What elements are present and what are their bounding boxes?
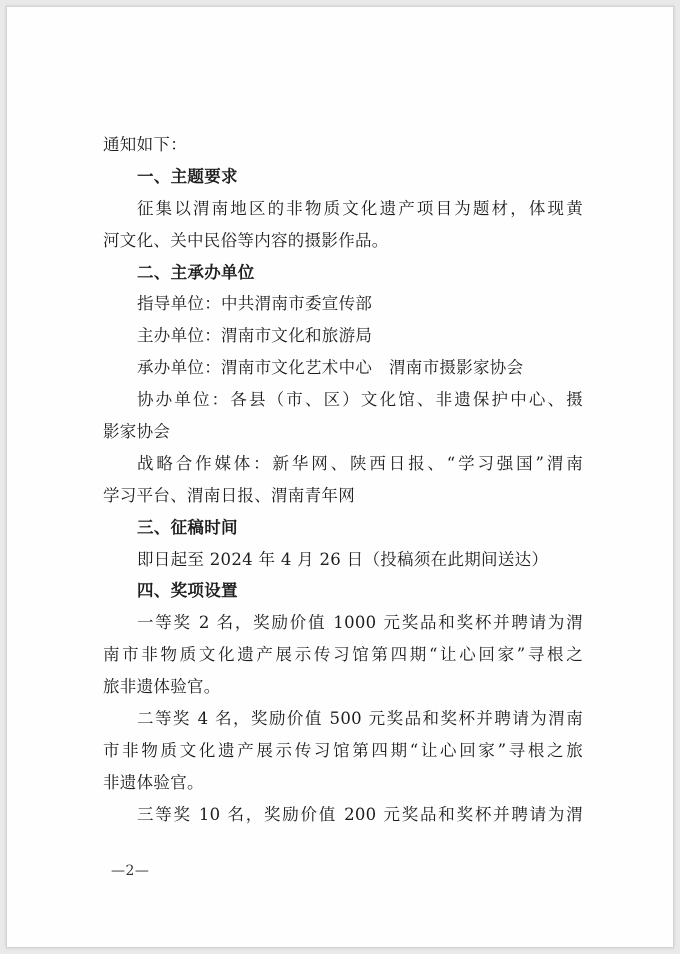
text-line: 一等奖 2 名，奖励价值 1000 元奖品和奖杯并聘请为渭 <box>137 613 583 633</box>
text-line: 市非物质文化遗产展示传习馆第四期“让心回家”寻根之旅 <box>103 740 583 760</box>
text-line: 南市非物质文化遗产展示传习馆第四期“让心回家”寻根之 <box>103 645 583 665</box>
document-body <box>103 129 583 831</box>
text-line: 通知如下： <box>103 135 187 154</box>
text-line: 即日起至 2024 年 4 月 26 日（投稿须在此期间送达） <box>137 549 549 569</box>
text-line: 三等奖 10 名，奖励价值 200 元奖品和奖杯并聘请为渭 <box>137 804 583 824</box>
document-page <box>6 6 674 948</box>
section-heading: 一、主题要求 <box>137 166 238 186</box>
section-heading: 二、主承办单位 <box>137 262 255 282</box>
text-line: 主办单位：渭南市文化和旅游局 <box>137 326 373 346</box>
text-line: 学习平台、渭南日报、渭南青年网 <box>103 485 355 505</box>
page-number: —2— <box>111 863 150 879</box>
text-line: 协办单位：各县（市、区）文化馆、非遗保护中心、摄 <box>137 390 583 410</box>
text-line: 二等奖 4 名，奖励价值 500 元奖品和奖杯并聘请为渭南 <box>137 709 583 729</box>
section-heading: 三、征稿时间 <box>137 517 238 537</box>
text-line: 战略合作媒体：新华网、陕西日报、“学习强国”渭南 <box>137 453 583 473</box>
text-line: 河文化、关中民俗等内容的摄影作品。 <box>103 230 389 250</box>
text-line: 承办单位：渭南市文化艺术中心 渭南市摄影家协会 <box>137 358 524 378</box>
section-heading: 四、奖项设置 <box>137 581 238 601</box>
text-line: 影家协会 <box>103 422 171 442</box>
text-line: 旅非遗体验官。 <box>103 677 221 697</box>
text-line: 指导单位：中共渭南市委宣传部 <box>137 294 373 314</box>
text-line: 非遗体验官。 <box>103 772 204 792</box>
text-line: 征集以渭南地区的非物质文化遗产项目为题材，体现黄 <box>137 198 583 218</box>
